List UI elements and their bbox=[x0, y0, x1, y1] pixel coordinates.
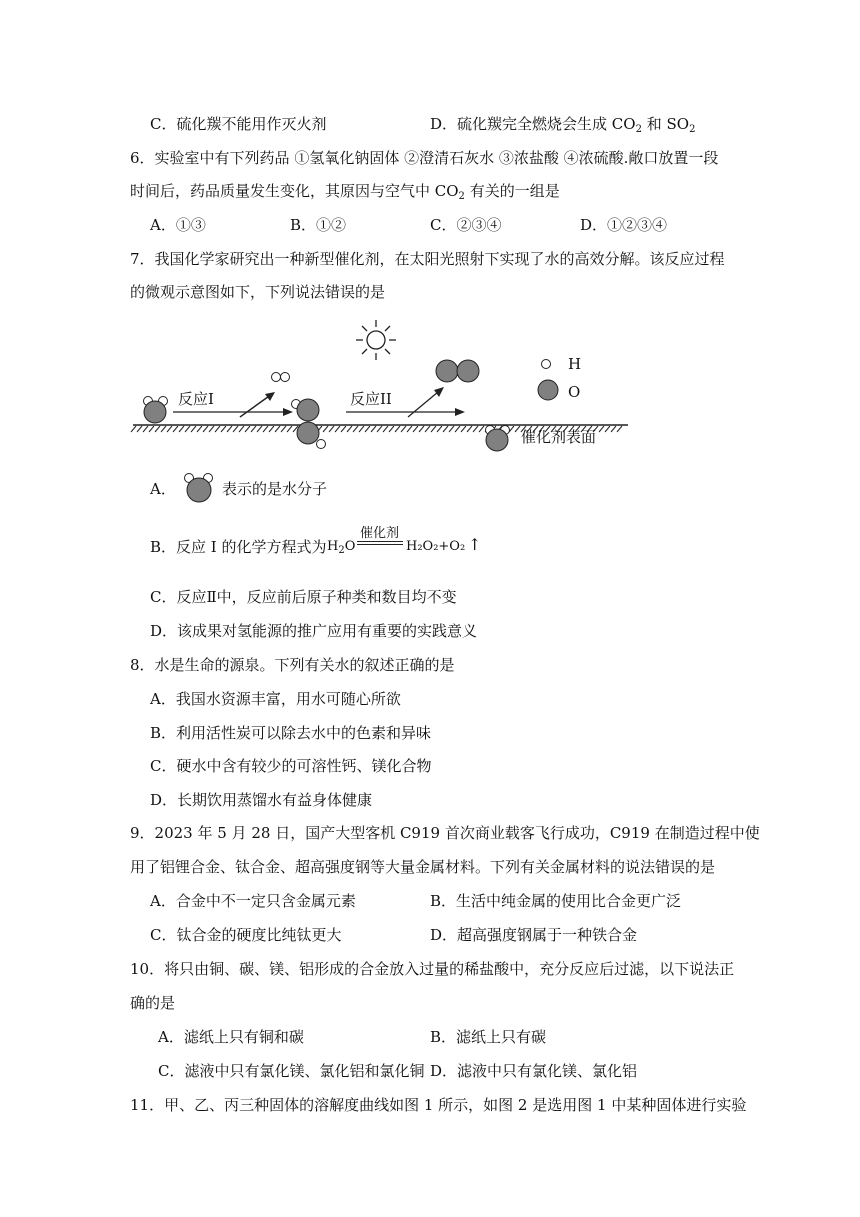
hatch-mark bbox=[131, 426, 136, 432]
hatch-mark bbox=[257, 426, 262, 432]
gas-arrow-icon: ↑ bbox=[468, 535, 482, 554]
water-molecule-icon bbox=[180, 470, 220, 506]
q8-stem: 8．水是生命的源泉。下列有关水的叙述正确的是 bbox=[130, 656, 455, 674]
h2o2-molecule bbox=[292, 399, 326, 449]
legend-o-label: O bbox=[568, 383, 581, 401]
q9-stem-line1: 9．2023 年 5 月 28 日，国产大型客机 C919 首次商业载客飞行成功，C919 在制造过程中使 bbox=[130, 824, 760, 842]
subscript: 2 bbox=[338, 545, 345, 556]
equation-right: H₂O₂+O₂ bbox=[406, 539, 466, 554]
water-molecule-right bbox=[486, 426, 510, 452]
reaction-2-label: 反应II bbox=[350, 390, 392, 408]
q7-option-d: D．该成果对氢能源的推广应用有重要的实践意义 bbox=[150, 622, 478, 640]
hatch-mark bbox=[365, 426, 370, 432]
q5-option-c: C．硫化羰不能用作灭火剂 bbox=[150, 115, 327, 133]
hatch-mark bbox=[251, 426, 256, 432]
q7-option-b-prefix: B．反应 I 的化学方程式为 bbox=[150, 538, 327, 556]
hatch-mark bbox=[437, 426, 442, 432]
q6-option-d: D．①②③④ bbox=[580, 216, 668, 234]
o2-molecule bbox=[436, 360, 479, 382]
hatch-mark bbox=[335, 426, 340, 432]
hatch-mark bbox=[167, 426, 172, 432]
hatch-mark bbox=[425, 426, 430, 432]
hatch-mark bbox=[155, 426, 160, 432]
hatch-mark bbox=[617, 426, 622, 432]
q11-stem-line1: 11．甲、乙、丙三种固体的溶解度曲线如图 1 所示，如图 2 是选用图 1 中某种固体进行实验 bbox=[130, 1096, 747, 1114]
hatch-mark bbox=[197, 426, 202, 432]
hatch-mark bbox=[371, 426, 376, 432]
q6-stem-line1: 6．实验室中有下列药品 ①氢氧化钠固体 ②澄清石灰水 ③浓盐酸 ④浓硫酸.敞口放置一段 bbox=[130, 149, 719, 167]
q9-option-c: C．钛合金的硬度比纯钛更大 bbox=[150, 926, 342, 944]
q10-option-d: D．滤液中只有氯化镁、氯化铝 bbox=[430, 1062, 638, 1080]
hatch-mark bbox=[287, 426, 292, 432]
hatch-mark bbox=[281, 426, 286, 432]
hatch-mark bbox=[269, 426, 274, 432]
hatch-mark bbox=[323, 426, 328, 432]
hatch-mark bbox=[395, 426, 400, 432]
q10-option-c: C．滤液中只有氯化镁、氯化铝和氯化铜 bbox=[158, 1062, 425, 1080]
q7-option-a-prefix: A． bbox=[150, 480, 176, 498]
q8-option-c: C．硬水中含有较少的可溶性钙、镁化合物 bbox=[150, 757, 432, 775]
equation-left bbox=[327, 539, 355, 554]
q10-stem-line2: 确的是 bbox=[130, 994, 176, 1012]
hatch-mark bbox=[233, 426, 238, 432]
sun-icon bbox=[356, 320, 396, 360]
hatch-mark bbox=[203, 426, 208, 432]
reaction-2-up-arrow bbox=[408, 392, 438, 417]
hatch-mark bbox=[431, 426, 436, 432]
equation-h: H bbox=[327, 539, 339, 554]
q6-option-a: A．①③ bbox=[150, 216, 206, 234]
q5-option-d-text-mid: 和 SO bbox=[641, 115, 690, 133]
subscript: 2 bbox=[689, 124, 696, 135]
hatch-mark bbox=[479, 426, 484, 432]
hatch-mark bbox=[275, 426, 280, 432]
hatch-mark bbox=[377, 426, 382, 432]
hatch-mark bbox=[467, 426, 472, 432]
hatch-mark bbox=[611, 426, 616, 432]
hatch-mark bbox=[473, 426, 478, 432]
hatch-mark bbox=[227, 426, 232, 432]
q8-option-a: A．我国水资源丰富，用水可随心所欲 bbox=[150, 690, 401, 708]
hatch-mark bbox=[179, 426, 184, 432]
hatch-mark bbox=[221, 426, 226, 432]
hatch-mark bbox=[605, 426, 610, 432]
water-molecule-left bbox=[144, 397, 168, 424]
hatch-mark bbox=[329, 426, 334, 432]
hatch-mark bbox=[173, 426, 178, 432]
q6-stem-text: 时间后，药品质量发生变化，其原因与空气中 CO bbox=[130, 182, 459, 200]
equation-double-line-top bbox=[357, 541, 403, 542]
catalyst-surface-label: 催化剂表面 bbox=[521, 428, 597, 446]
hatch-mark bbox=[191, 426, 196, 432]
hatch-mark bbox=[449, 426, 454, 432]
q5-option-d bbox=[430, 114, 695, 134]
hatch-mark bbox=[455, 426, 460, 432]
hatch-mark bbox=[461, 426, 466, 432]
hatch-mark bbox=[239, 426, 244, 432]
q7-stem-line2: 的微观示意图如下，下列说法错误的是 bbox=[130, 283, 386, 301]
legend-h-label: H bbox=[568, 355, 582, 373]
q9-stem-line2: 用了铝锂合金、钛合金、超高强度钢等大量金属材料。下列有关金属材料的说法错误的是 bbox=[130, 858, 716, 876]
reaction-1-label: 反应I bbox=[178, 390, 214, 408]
q7-option-c: C．反应Ⅱ中，反应前后原子种类和数目均不变 bbox=[150, 588, 457, 606]
q6-option-c: C．②③④ bbox=[430, 216, 502, 234]
q9-option-a: A．合金中不一定只含金属元素 bbox=[150, 892, 356, 910]
hatch-mark bbox=[263, 426, 268, 432]
q5-option-d-text: D．硫化羰完全燃烧会生成 CO bbox=[430, 115, 636, 133]
q6-option-b: B．①② bbox=[290, 216, 347, 234]
hatch-mark bbox=[407, 426, 412, 432]
hatch-mark bbox=[599, 426, 604, 432]
hatch-mark bbox=[137, 426, 142, 432]
subscript: 2 bbox=[458, 191, 465, 202]
q8-option-d: D．长期饮用蒸馏水有益身体健康 bbox=[150, 791, 373, 809]
hatch-mark bbox=[383, 426, 388, 432]
equation-double-line-bottom bbox=[357, 544, 403, 545]
q9-option-d: D．超高强度钢属于一种铁合金 bbox=[430, 926, 638, 944]
equation-o: O bbox=[344, 539, 356, 554]
subscript: 2 bbox=[635, 124, 642, 135]
hatch-mark bbox=[185, 426, 190, 432]
q7-equation bbox=[327, 522, 487, 562]
q6-stem-text-post: 有关的一组是 bbox=[464, 182, 560, 200]
hatch-mark bbox=[161, 426, 166, 432]
q10-stem-line1: 10．将只由铜、碳、镁、铝形成的合金放入过量的稀盐酸中，充分反应后过滤，以下说法正 bbox=[130, 960, 735, 978]
hatch-mark bbox=[353, 426, 358, 432]
hatch-mark bbox=[245, 426, 250, 432]
equation-condition: 催化剂 bbox=[360, 526, 400, 541]
hatch-mark bbox=[359, 426, 364, 432]
hatch-mark bbox=[443, 426, 448, 432]
legend bbox=[538, 355, 581, 401]
hatch-mark bbox=[143, 426, 148, 432]
hatch-mark bbox=[215, 426, 220, 432]
hatch-mark bbox=[515, 426, 520, 432]
reaction-diagram bbox=[128, 312, 638, 462]
q8-option-b: B．利用活性炭可以除去水中的色素和异味 bbox=[150, 724, 432, 742]
hatch-mark bbox=[149, 426, 154, 432]
hatch-mark bbox=[341, 426, 346, 432]
q10-option-b: B．滤纸上只有碳 bbox=[430, 1028, 547, 1046]
h2-molecule bbox=[272, 373, 290, 382]
hatch-mark bbox=[413, 426, 418, 432]
q7-stem-line1: 7．我国化学家研究出一种新型催化剂，在太阳光照射下实现了水的高效分解。该反应过程 bbox=[130, 250, 725, 268]
q10-option-a: A．滤纸上只有铜和碳 bbox=[158, 1028, 304, 1046]
q6-stem-line2 bbox=[130, 181, 560, 201]
q7-option-a-text: 表示的是水分子 bbox=[222, 480, 328, 498]
hatch-mark bbox=[389, 426, 394, 432]
hatch-mark bbox=[347, 426, 352, 432]
q9-option-b: B．生活中纯金属的使用比合金更广泛 bbox=[430, 892, 682, 910]
hatch-mark bbox=[401, 426, 406, 432]
hatch-mark bbox=[419, 426, 424, 432]
hatch-mark bbox=[209, 426, 214, 432]
